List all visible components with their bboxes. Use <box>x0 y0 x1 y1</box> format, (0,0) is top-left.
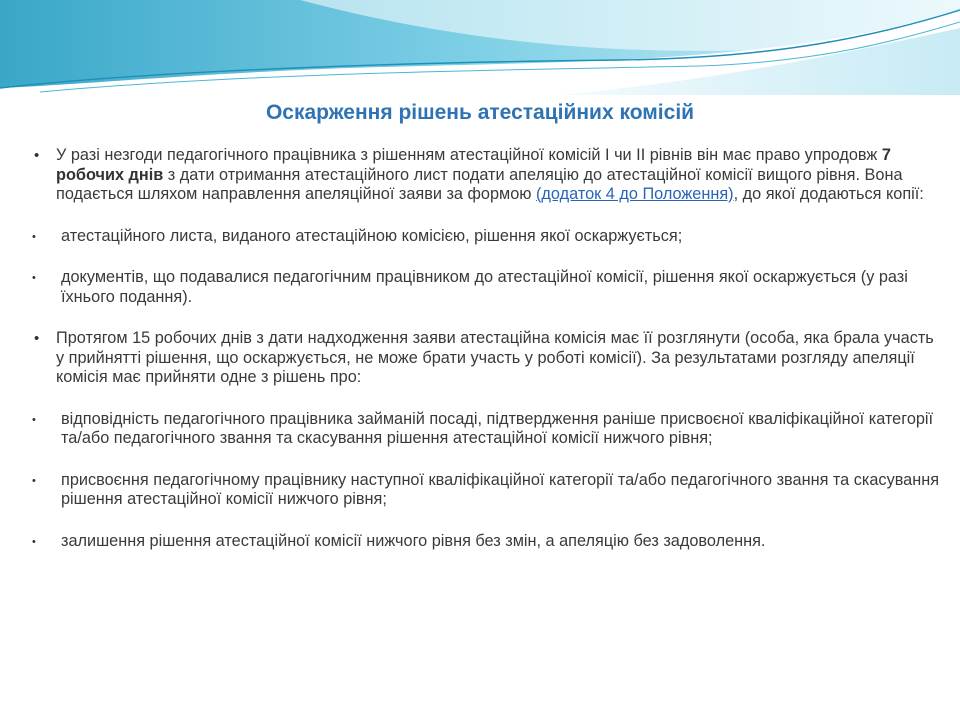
sub-item-text: присвоєння педагогічному працівнику наступної кваліфікаційної категорії та/або педагогічного звання та скасування рішення атестаційної комісії нижчого рівня; <box>61 470 940 508</box>
bullet-icon: • <box>34 330 40 347</box>
bullet-icon: • <box>32 272 36 284</box>
sub-item-text: залишення рішення атестаційної комісії нижчого рівня без змін, а апеляцію без задоволення. <box>61 531 766 550</box>
paragraph-text: У разі незгоди педагогічного працівника з рішенням атестаційної комісій I чи II рівнів він має право упродовж <box>56 146 882 164</box>
bold-deadline: 7 робочих днів <box>56 146 891 184</box>
content-body <box>34 146 946 573</box>
bullet-icon: • <box>32 535 36 548</box>
bullet-icon: • <box>32 230 36 243</box>
slide-title: Оскарження рішень атестаційних комісій <box>265 101 695 124</box>
header-wave-decoration <box>0 0 960 95</box>
sub-bullet-item <box>34 227 946 247</box>
sub-bullet-item <box>34 471 946 510</box>
paragraph-text: Протягом 15 робочих днів з дати надходження заяви атестаційна комісія має її розглянути (особа, яка брала участь у прийнятті рішення, що оскаржується, не може брати участь у роботі комісії). За результатами розгляду апеляції комісія має прийняти одне з рішень про: <box>56 329 934 386</box>
paragraph-text: , до якої додаються копії: <box>733 185 924 203</box>
bullet-icon: • <box>34 147 40 164</box>
main-bullet-item <box>34 329 946 388</box>
sub-item-text: документів, що подавалися педагогічним працівником до атестаційної комісії, рішення якої оскаржується (у разі їхнього подання). <box>61 268 908 306</box>
sub-bullet-item <box>34 532 946 552</box>
bullet-icon: • <box>32 413 36 426</box>
sub-bullet-item <box>34 410 946 449</box>
sub-item-text: відповідність педагогічного працівника займаній посаді, підтвердження раніше присвоєної кваліфікаційної категорії та/або педагогічного звання та скасування рішення атестаційної комісії нижчого рівня; <box>61 409 934 447</box>
paragraph-text: з дати отримання атестаційного лист подати апеляцію до атестаційної комісії вищого рівня. Вона подається шляхом направлення апеляційної заяви за формою <box>56 165 903 203</box>
sub-bullet-item <box>34 268 946 307</box>
main-bullet-item <box>34 146 946 205</box>
appendix-link[interactable]: (додаток 4 до Положення) <box>536 185 734 203</box>
sub-item-text: атестаційного листа, виданого атестаційною комісією, рішення якої оскаржується; <box>61 226 683 245</box>
bullet-icon: • <box>32 474 36 487</box>
